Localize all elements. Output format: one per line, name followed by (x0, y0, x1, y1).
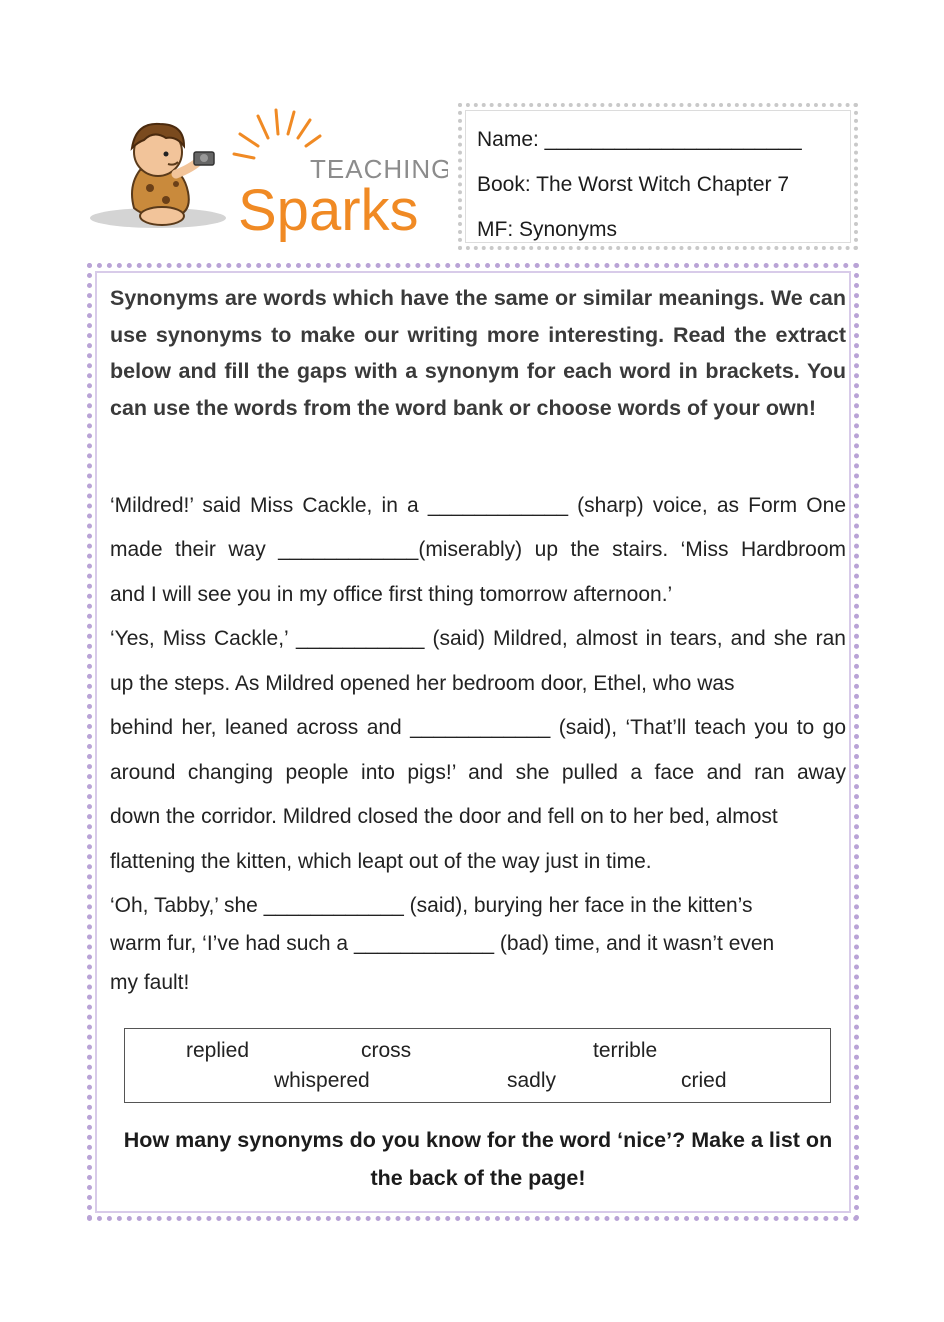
extract-line[interactable]: ‘Mildred!’ said Miss Cackle, in a ____________ (sharp) voice, as Form One (110, 494, 846, 517)
logo-sparks-text: Sparks (238, 178, 419, 243)
extract-line: up the steps. As Mildred opened her bedroom door, Ethel, who was (110, 672, 735, 695)
word-bank-item: sadly (507, 1069, 557, 1092)
word-bank (124, 1028, 831, 1103)
info-box (458, 103, 858, 250)
word-bank-item: replied (186, 1039, 250, 1062)
extract-line: flattening the kitten, which leapt out of the way just in time. (110, 850, 652, 873)
word-bank-item: cross (361, 1039, 412, 1062)
extract-line[interactable]: behind her, leaned across and ____________ (said), ‘That’ll teach you to go (110, 716, 846, 739)
extract-line: my fault! (110, 971, 190, 994)
logo-teaching-text: TEACHING (310, 154, 448, 184)
teaching-sparks-logo (88, 108, 448, 248)
extension-question: How many synonyms do you know for the word ‘nice’? Make a list on the back of the page! (123, 1128, 833, 1190)
instructions: Synonyms are words which have the same or similar meanings. We can use synonyms to make our writing more interesting. Read the extract below and fill the gaps with a synonym for each word in brackets. You can use the words from the word bank or choose words of your own! (110, 286, 846, 420)
extract-line: down the corridor. Mildred closed the door and fell on to her bed, almost (110, 805, 778, 828)
extract-line[interactable]: warm fur, ‘I’ve had such a ____________ (bad) time, and it wasn’t even (110, 932, 775, 955)
mf-label: MF: Synonyms (477, 218, 618, 241)
book-title: Book: The Worst Witch Chapter 7 (477, 173, 790, 196)
extract-line[interactable]: ‘Yes, Miss Cackle,’ ___________ (said) Mildred, almost in tears, and she ran (110, 627, 846, 650)
extract-line: and I will see you in my office first thing tomorrow afternoon.’ (110, 583, 673, 606)
word-bank-item: whispered (274, 1069, 370, 1092)
extract-line: around changing people into pigs!’ and she pulled a face and ran away (110, 761, 846, 784)
worksheet-box (87, 263, 859, 1221)
word-bank-item: cried (681, 1069, 727, 1092)
extract-line[interactable]: made their way ____________(miserably) up the stairs. ‘Miss Hardbroom (110, 538, 846, 561)
name-field[interactable]: Name: ______________________ (477, 128, 802, 151)
caveman-mascot-icon (88, 108, 448, 248)
extract-line[interactable]: ‘Oh, Tabby,’ she ____________ (said), burying her face in the kitten’s (110, 894, 753, 917)
word-bank-item: terrible (593, 1039, 658, 1062)
